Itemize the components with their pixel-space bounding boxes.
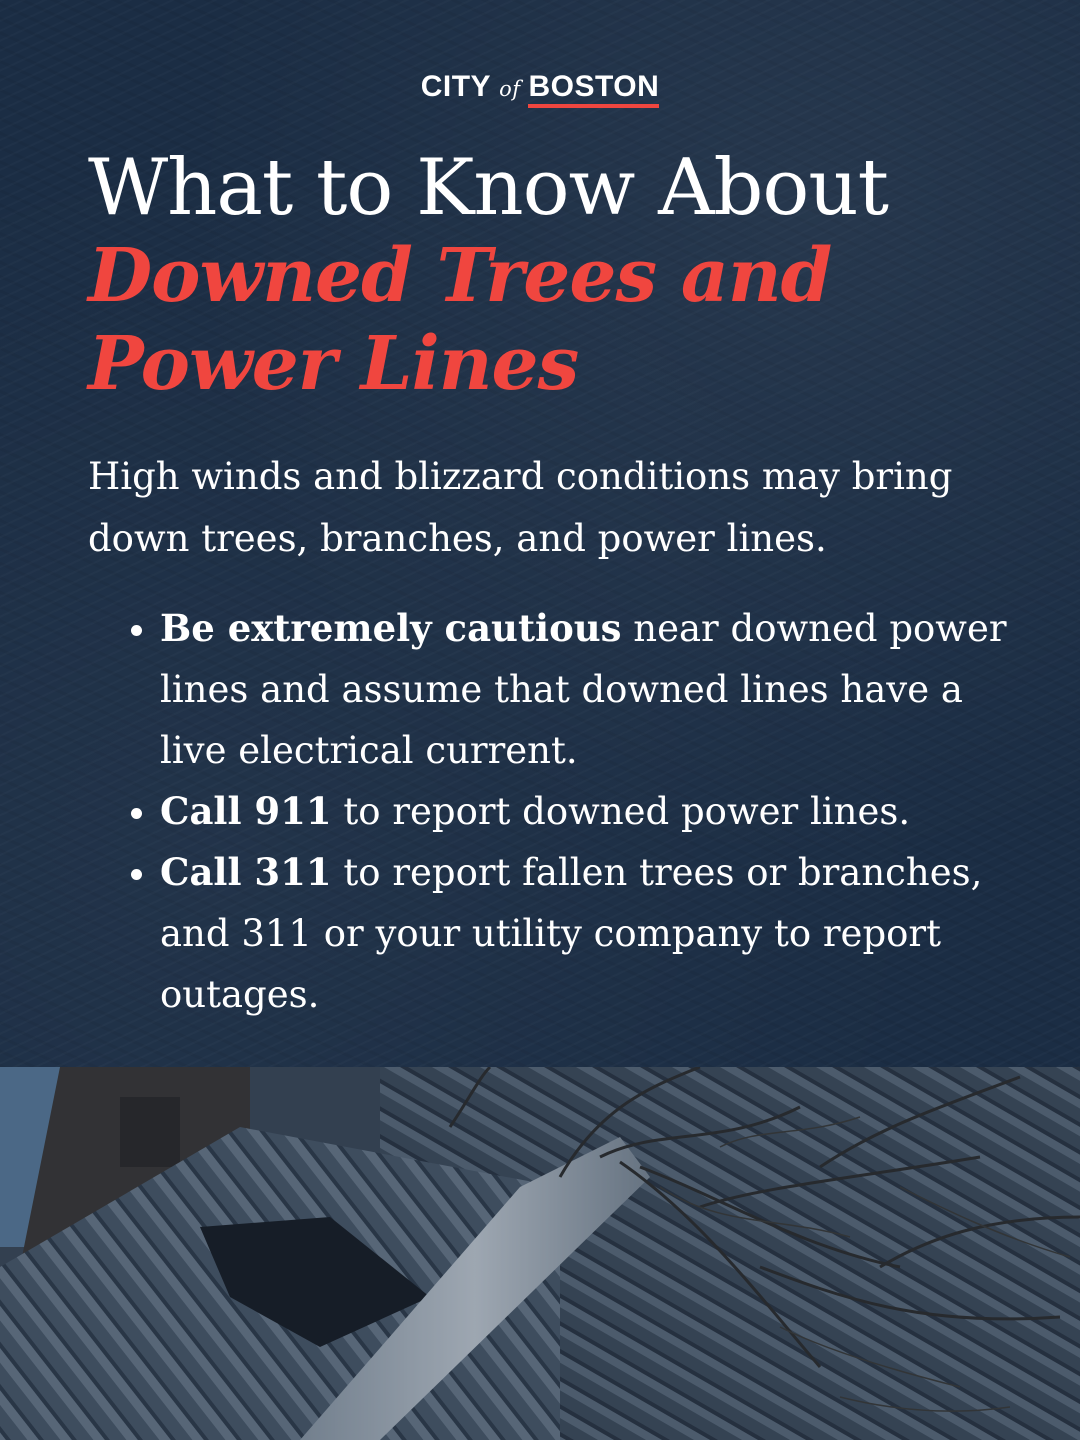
list-item [160,598,1040,781]
tip-bold: Call 311 [160,850,332,894]
tip-text: to report fallen trees or branches, and 311 or your utility company to report outages. [160,851,983,1016]
title-line-1: What to Know About [88,143,888,233]
tip-text: near downed power lines and assume that downed lines have a live electrical current. [160,607,1007,772]
logo-of: of [499,77,521,101]
page-title [88,144,1008,408]
list-item [160,842,1040,1025]
title-line-2: Downed Trees and [88,233,832,319]
city-of-boston-logo [0,70,1080,104]
list-item [160,781,1040,842]
logo-boston: BOSTON [528,70,659,108]
tip-bold: Be extremely cautious [160,606,622,650]
title-line-3: Power Lines [88,321,579,407]
fallen-tree-on-roof-photo [0,1067,1080,1440]
intro-paragraph: High winds and blizzard conditions may bring down trees, branches, and power lines. [88,455,953,560]
photo-illustration [0,1067,1080,1440]
tip-text: to report downed power lines. [331,790,911,833]
tip-bold: Call 911 [160,789,332,833]
logo-city: CITY [420,70,492,103]
safety-tips-list [122,598,1040,1025]
